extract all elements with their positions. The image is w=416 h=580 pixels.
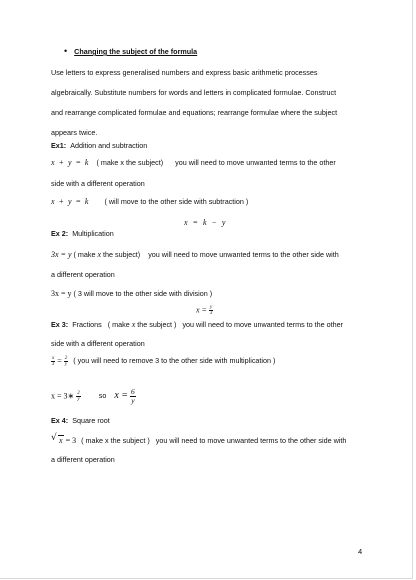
ex4-heading: [51, 416, 110, 425]
ex3-label: Ex 3:: [51, 320, 69, 329]
ex2-subject-note-a: ( make: [73, 250, 96, 259]
fraction-numerator: y: [209, 305, 213, 310]
ex4-subject-note: ( make x the subject ): [81, 436, 150, 445]
fraction-numerator: 2: [77, 391, 80, 396]
fraction-denominator: 3: [209, 311, 213, 316]
ex1-equation-line: [51, 158, 336, 167]
fraction-denominator: y: [77, 397, 80, 402]
ex1-equation-2: x + y = k: [51, 197, 89, 206]
ex1-title: Addition and subtraction: [70, 141, 148, 150]
ex2-equation-2: 3x = y: [51, 289, 72, 298]
ex2-result-fraction: [209, 305, 213, 316]
section-title: Changing the subject of the formula: [74, 47, 198, 56]
ex2-instruction-cont: a different operation: [51, 270, 115, 279]
fraction-numerator: 2: [64, 356, 68, 361]
fraction-numerator: 6: [131, 387, 135, 396]
ex3-result-fraction: [130, 388, 136, 405]
ex3-so: so: [98, 391, 107, 401]
ex3-result-lhs: x =: [114, 390, 128, 402]
ex2-result: [196, 305, 213, 316]
ex1-step-line: [51, 197, 248, 206]
intro-line: algebraically. Substitute numbers for words and letters in complicated formulae. Construct: [51, 88, 337, 97]
ex1-heading: [51, 141, 147, 150]
ex1-subject-note: ( make x the subject): [96, 158, 164, 167]
ex3-step-lhs: x = 3∗: [51, 391, 75, 401]
ex3-solution-line: [51, 388, 136, 405]
ex4-title: Square root: [72, 416, 110, 425]
ex4-instruction: you will need to move unwanted terms to the other side with: [155, 436, 347, 445]
ex2-instruction: you will need to move unwanted terms to the other side with: [148, 250, 339, 259]
page-number: 4: [358, 547, 363, 556]
ex2-title: Multiplication: [72, 229, 114, 238]
bullet-icon: •: [64, 46, 68, 56]
ex3-equation-line: [51, 356, 275, 367]
section-heading: [64, 47, 197, 56]
ex2-step-note: ( 3 will move to the other side with division ): [73, 289, 213, 298]
fraction-denominator: y: [131, 396, 135, 405]
ex4-equation-line: [51, 433, 347, 445]
ex3-heading-line: [51, 320, 343, 329]
ex2-subject-var: x: [97, 250, 102, 259]
fraction-denominator: y: [64, 362, 68, 367]
ex2-equation-line: [51, 250, 339, 259]
ex1-label: Ex1:: [51, 141, 67, 150]
ex3-rhs-fraction: [64, 356, 69, 367]
ex1-result: x = k − y: [184, 218, 226, 227]
ex3-instruction: you will need to move unwanted terms to the other: [182, 320, 344, 329]
ex4-label: Ex 4:: [51, 416, 69, 425]
ex2-label: Ex 2:: [51, 229, 69, 238]
ex3-title: Fractions: [72, 320, 102, 329]
fraction-numerator: x: [52, 356, 55, 361]
ex3-instruction-cont: side with a different operation: [51, 339, 145, 348]
ex3-subject-var: x: [131, 320, 136, 329]
ex3-subject-note-b: the subject ): [137, 320, 177, 329]
ex4-equation-rest: = 3: [65, 436, 77, 445]
ex3-lhs-fraction: [51, 356, 55, 367]
intro-line: appears twice.: [51, 128, 98, 137]
ex3-equals: =: [57, 356, 62, 366]
ex4-radical: [51, 433, 64, 445]
ex2-equation: 3x = y: [51, 250, 72, 259]
intro-line: Use letters to express generalised numbers and express basic arithmetic processes: [51, 68, 318, 77]
ex1-equation: x + y = k: [51, 158, 89, 167]
intro-line: and rearrange complicated formulae and equations; rearrange formulae where the subject: [51, 108, 338, 117]
ex3-subject-note-a: ( make: [107, 320, 130, 329]
ex4-radicand: x: [59, 436, 63, 445]
ex3-step-fraction: [76, 391, 81, 402]
ex3-step-note: ( you will need to remove 3 to the other side with multiplication ): [73, 356, 276, 366]
ex4-instruction-cont: a different operation: [51, 455, 115, 464]
ex2-result-lhs: x =: [196, 305, 207, 315]
fraction-denominator: 3: [51, 362, 55, 367]
ex1-instruction: you will need to move unwanted terms to the other: [175, 158, 336, 167]
ex2-step-line: [51, 289, 212, 298]
ex1-step-note: ( will move to the other side with subtraction ): [104, 197, 249, 206]
ex2-heading: [51, 229, 114, 238]
ex1-instruction-cont: side with a different operation: [51, 179, 145, 188]
ex2-subject-note-b: the subject): [103, 250, 141, 259]
square-root-icon: √: [51, 433, 57, 443]
